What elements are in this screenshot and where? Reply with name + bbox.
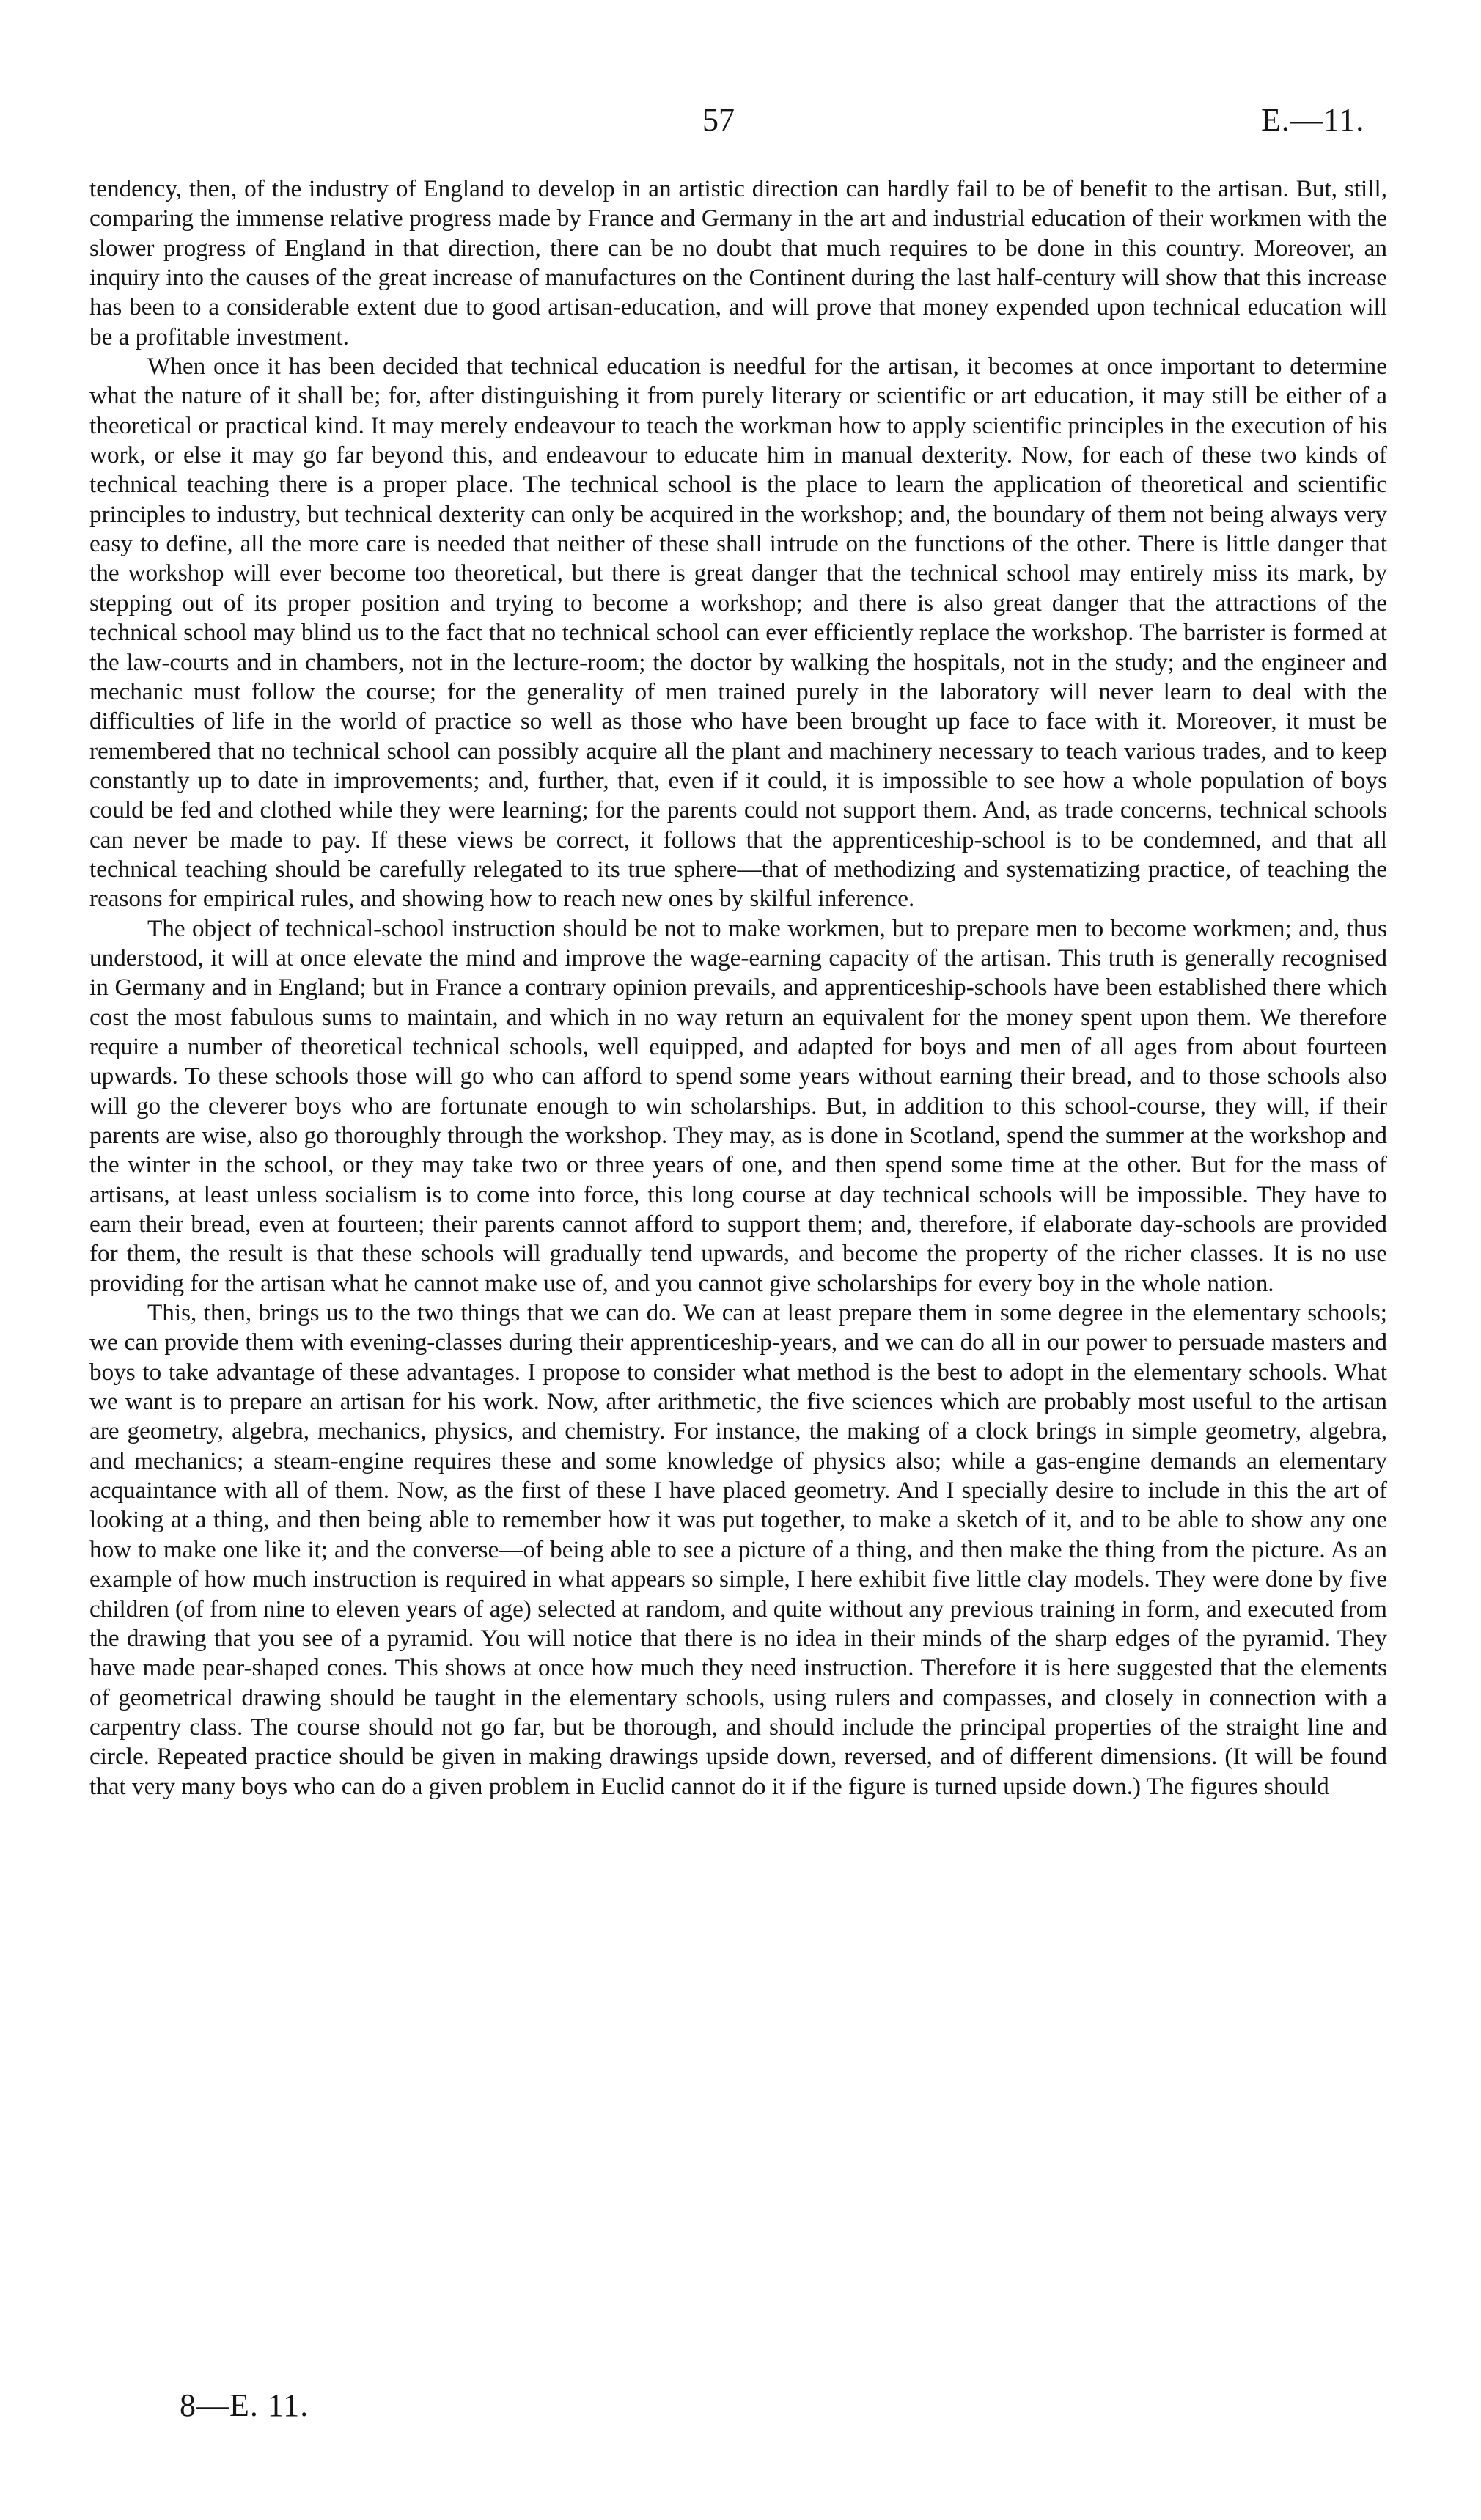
paragraph: The object of technical-school instruction should be not to make workmen, but to prepare men to become workmen; and, thus understood, it will at once elevate the mind and improve the wage-earning capacity of the artisan. This truth is generally recognised in Germany and in England; but in France a contrary opinion prevails, and apprenticeship-schools have been established there which cost the most fabulous sums to maintain, and which in no way return an equivalent for the money spent upon them. We therefore require a number of theoretical technical schools, well equipped, and adapted for boys and men of all ages from about fourteen upwards. To these schools those will go who can afford to spend some years without earning their bread, and to those schools also will go the cleverer boys who are fortunate enough to win scholarships. But, in addition to this school-course, they will, if their parents are wise, also go thoroughly through the workshop. They may, as is done in Scotland, spend the summer at the workshop and the winter in the school, or they may take two or three years of one, and then spend some time at the other. But for the mass of artisans, at least unless socialism is to come into force, this long course at day technical schools will be impossible. They have to earn their bread, even at fourteen; their parents cannot afford to support them; and, therefore, if elaborate day-schools are provided for them, the result is that these schools will gradually tend upwards, and become the property of the richer classes. It is no use providing for the artisan what he cannot make use of, and you cannot give scholarships for every boy in the whole nation. [89, 914, 1387, 1297]
paper-reference: E.—11. [1261, 102, 1365, 138]
body-text [89, 175, 1387, 1801]
sheet-signature-mark: 8—E. 11. [180, 2387, 309, 2423]
paragraph: This, then, brings us to the two things that we can do. We can at least prepare them in some degree in the elementary schools; we can provide them with evening-classes during their apprenticeship-years, and we can do all in our power to persuade masters and boys to take advantage of these advantages. I propose to consider what method is the best to adopt in the elementary schools. What we want is to prepare an artisan for his work. Now, after arithmetic, the five sciences which are probably most useful to the artisan are geometry, algebra, mechanics, physics, and chemistry. For instance, the making of a clock brings in simple geometry, algebra, and mechanics; a steam-engine requires these and some knowledge of physics also; while a gas-engine demands an elementary acquaintance with all of them. Now, as the first of these I have placed geometry. And I specially desire to include in this the art of looking at a thing, and then being able to remember how it was put together, to make a sketch of it, and to be able to show any one how to make one like it; and the converse—of being able to see a picture of a thing, and then make the thing from the picture. As an example of how much instruction is required in what appears so simple, I here exhibit five little clay models. They were done by five children (of from nine to eleven years of age) selected at random, and quite without any previous training in form, and executed from the drawing that you see of a pyramid. You will notice that there is no idea in their minds of the sharp edges of the pyramid. They have made pear-shaped cones. This shows at once how much they need instruction. Therefore it is here suggested that the elements of geometrical drawing should be taught in the elementary schools, using rulers and compasses, and closely in connection with a carpentry class. The course should not go far, but be thorough, and should include the principal properties of the straight line and circle. Repeated practice should be given in making drawings upside down, reversed, and of different dimensions. (It will be found that very many boys who can do a given problem in Euclid cannot do it if the figure is turned upside down.) The figures should [89, 1299, 1387, 1800]
paragraph: tendency, then, of the industry of England to develop in an artistic direction can hardly fail to be of benefit to the artisan. But, still, comparing the immense relative progress made by France and Germany in the art and industrial education of their workmen with the slower progress of England in that direction, there can be no doubt that much requires to be done in this country. Moreover, an inquiry into the causes of the great increase of manufactures on the Continent during the last half-century will show that this increase has been to a considerable extent due to good artisan-education, and will prove that money expended upon technical education will be a profitable investment. [89, 175, 1387, 350]
paragraph: When once it has been decided that technical education is needful for the artisan, it becomes at once important to determine what the nature of it shall be; for, after distinguishing it from purely literary or scientific or art education, it may still be either of a theoretical or practical kind. It may merely endeavour to teach the workman how to apply scientific principles in the execution of his work, or else it may go far beyond this, and endeavour to educate him in manual dexterity. Now, for each of these two kinds of technical teaching there is a proper place. The technical school is the place to learn the application of theoretical and scientific principles to industry, but technical dexterity can only be acquired in the workshop; and, the boundary of them not being always very easy to define, all the more care is needed that neither of these shall intrude on the functions of the other. There is little danger that the workshop will ever become too theoretical, but there is great danger that the technical school may entirely miss its mark, by stepping out of its proper position and trying to become a workshop; and there is also great danger that the attractions of the technical school may blind us to the fact that no technical school can ever efficiently replace the workshop. The barrister is formed at the law-courts and in chambers, not in the lecture-room; the doctor by walking the hospitals, not in the study; and the engineer and mechanic must follow the course; for the generality of men trained purely in the laboratory will never learn to deal with the difficulties of life in the world of practice so well as those who have been brought up face to face with it. Moreover, it must be remembered that no technical school can possibly acquire all the plant and machinery necessary to teach various trades, and to keep constantly up to date in improvements; and, further, that, even if it could, it is impossible to see how a whole population of boys could be fed and clothed while they were learning; for the parents could not support them. And, as trade concerns, technical schools can never be made to pay. If these views be correct, it follows that the apprenticeship-school is to be condemned, and that all technical teaching should be carefully relegated to its true sphere—that of methodizing and systematizing practice, of teaching the reasons for empirical rules, and showing how to reach new ones by skilful inference. [89, 353, 1387, 913]
page-number: 57 [702, 102, 735, 138]
